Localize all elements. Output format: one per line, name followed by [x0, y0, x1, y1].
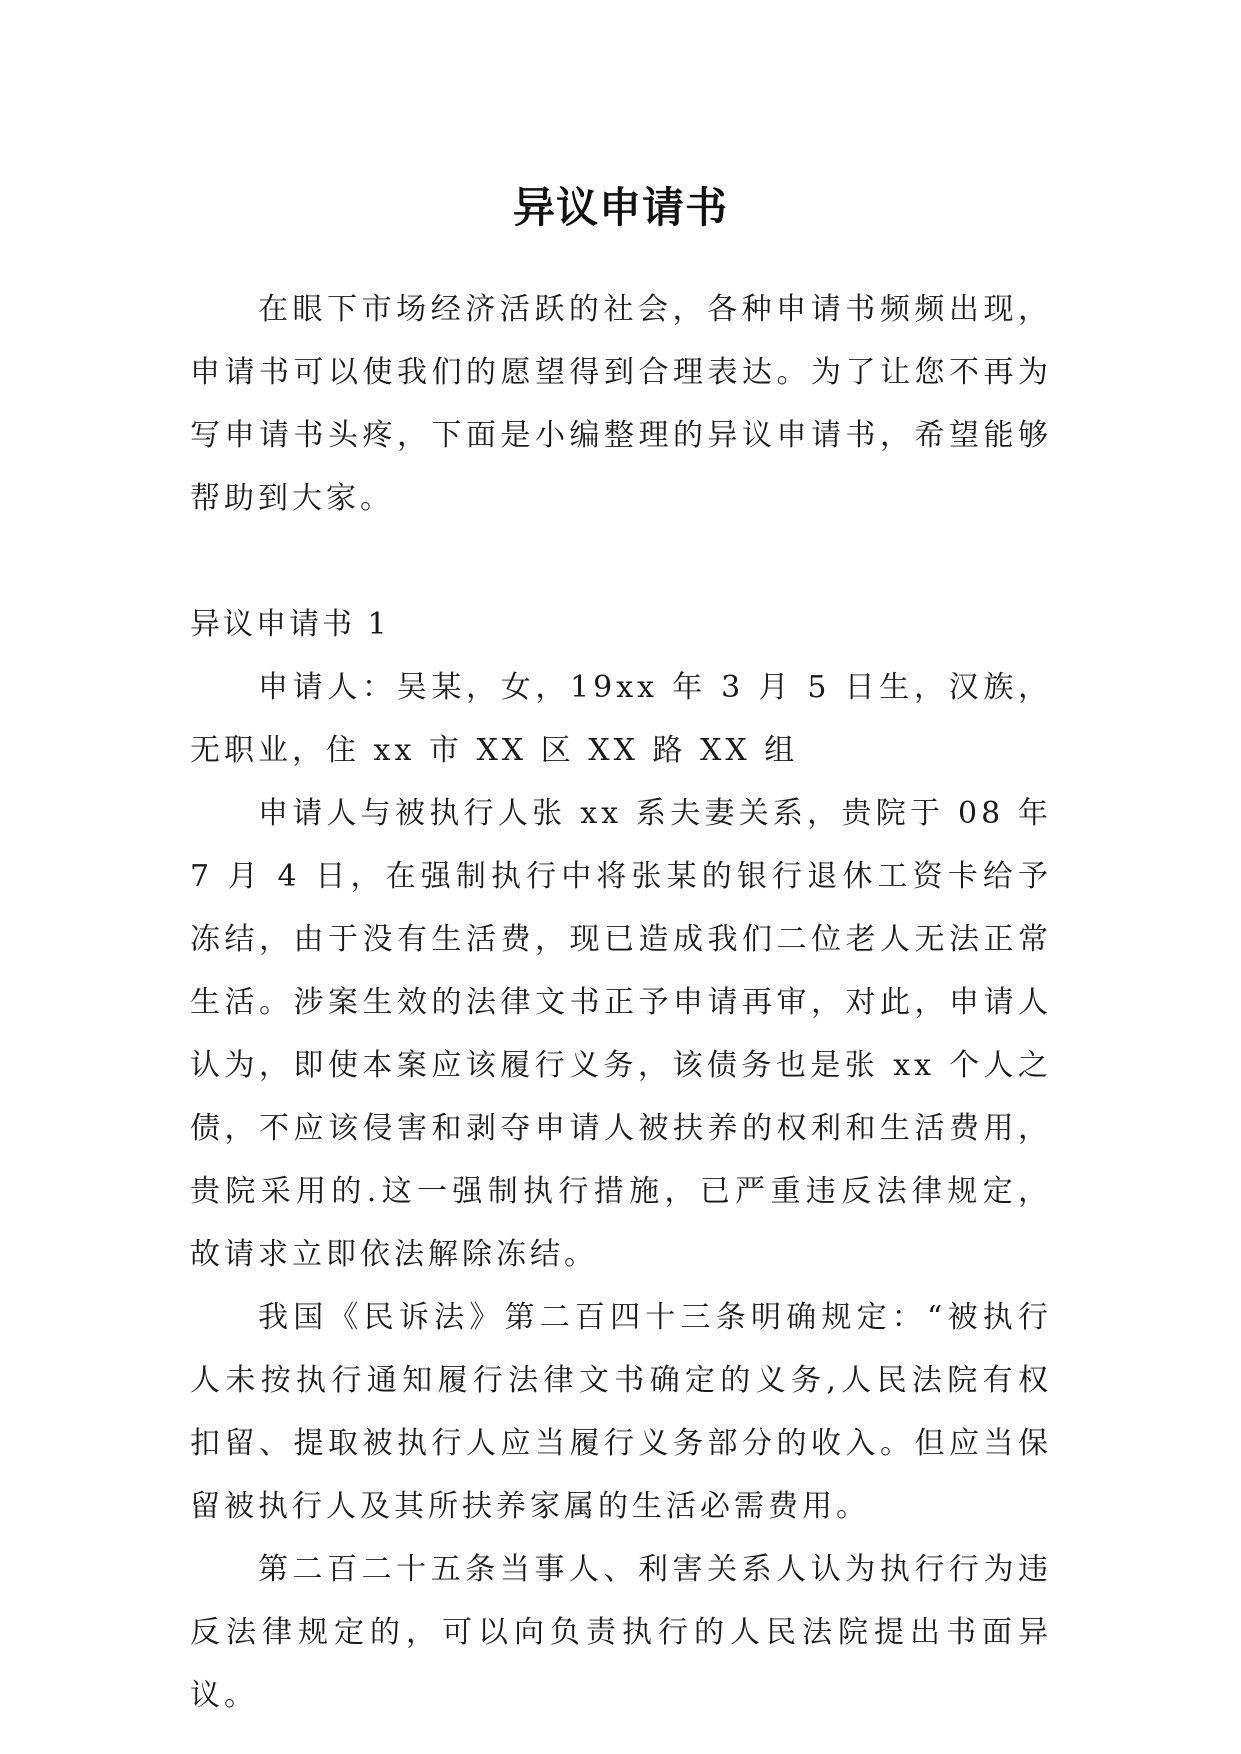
objection-rule-paragraph: 第二百二十五条当事人、利害关系人认为执行行为违反法律规定的，可以向负责执行的人民法院提出书面异议。: [190, 1552, 1052, 1713]
section-heading: 异议申请书 1: [190, 607, 390, 642]
intro-paragraph: 在眼下市场经济活跃的社会，各种申请书频频出现，申请书可以使我们的愿望得到合理表达。为了让您不再为写申请书头疼，下面是小编整理的异议申请书，希望能够帮助到大家。: [190, 292, 1052, 516]
document-title: 异议申请书: [512, 183, 728, 233]
applicant-paragraph: 申请人：吴某，女，19xx 年 3 月 5 日生，汉族，无职业，住 xx 市 XX 区 XX 路 XX 组: [190, 670, 1052, 768]
facts-paragraph: 申请人与被执行人张 xx 系夫妻关系，贵院于 08 年 7 月 4 日，在强制执行中将张某的银行退休工资卡给予冻结，由于没有生活费，现已造成我们二位老人无法正常生活。涉案生效的法律文书正予申请再审，对此，申请人认为，即使本案应该履行义务，该债务也是张 xx 个人之债，不应该侵害和剥夺申请人被扶养的权利和生活费用，贵院采用的.这一强制执行措施，已严重违反法律规定，故请求立即依法解除冻结。: [190, 796, 1052, 1272]
law-citation-paragraph: 我国《民诉法》第二百四十三条明确规定：“被执行人未按执行通知履行法律文书确定的义务,人民法院有权扣留、提取被执行人应当履行义务部分的收入。但应当保留被执行人及其所扶养家属的生活必需费用。: [190, 1300, 1052, 1524]
document-body: [190, 278, 1052, 1727]
